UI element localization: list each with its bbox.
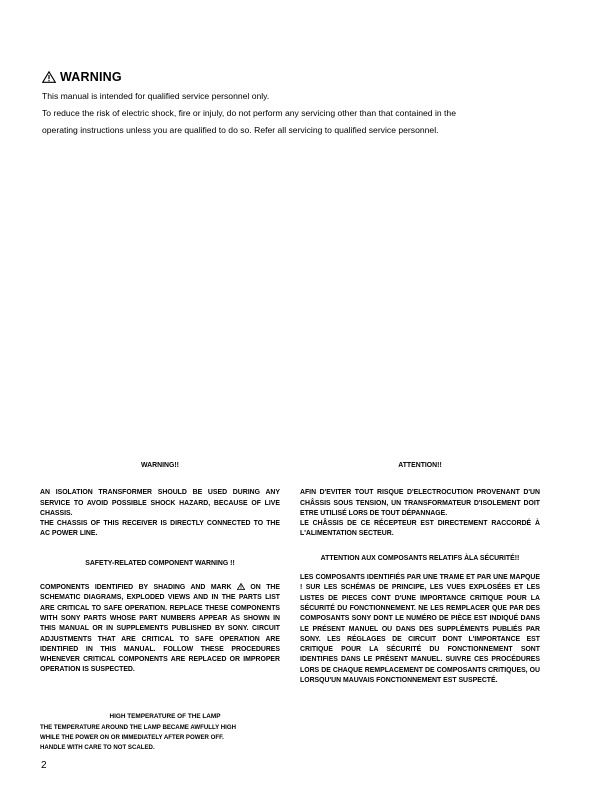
lamp-line-1: THE TEMPERATURE AROUND THE LAMP BECAME AWFULLY HIGH [40, 724, 237, 731]
intro-line-2: To reduce the risk of electric shock, fire or injuly, do not perform any servicing other than that contained in the operating instructions unless you are qualified to do so. Refer all servicing to qualified service personnel. [42, 108, 456, 135]
warning-body-1: AN ISOLATION TRANSFORMER SHOULD BE USED DURING ANY SERVICE TO AVOID POSSIBLE SHOCK HAZARD, BECAUSE OF LIVE CHASSIS. [40, 489, 280, 517]
warning-header [42, 70, 122, 84]
warning-title: WARNING [60, 70, 122, 84]
components-body: LES COMPOSANTS IDENTIFIÉS PAR UNE TRAME ET PAR UNE MAPQUE ! SUR LES SCHÉMAS DE PRINCIPE, LES VUES EXPLOSÉES ET LES LISTES DE PIECES CONT D'UNE IMPORTANCE CRITIQUE POUR LA SÉCURITÉ DU FONCTIONNEMENT. NE LES REMPLACER QUE PAR DES COMPOSANTS SONY DONT LE NUMÉRO DE PIÈCE EST INDIQUÉ DANS LE PRÉSENT MANUEL OU DANS DES SUPPLÉMENTS PUBLIÉS PAR SONY. LES RÉGLAGES DE CIRCUIT DONT L'IMPORTANCE EST CRITIQUE POUR LA SÉCURITÉ DU FONCTIONNEMENT SONT IDENTIFIES DANS LE PRÉSENT MANUEL. SUIVRE CES PROCÉDURES LORS DE CHAQUE REMPLACEMENT DE COMPOSANTS CRITIQUES, OU LORSQU'UN MAUVAIS FONCTIONNEMENT EST SUSPECTÉ. [300, 574, 540, 685]
lamp-heading: HIGH TEMPERATURE OF THE LAMP [109, 713, 221, 720]
french-column [300, 461, 540, 686]
safety-body-pre: COMPONENTS IDENTIFIED BY SHADING AND MARK [40, 584, 232, 592]
lamp-line-2: WHILE THE POWER ON OR IMMEDIATELY AFTER POWER OFF. [40, 734, 224, 741]
safety-heading: SAFETY-RELATED COMPONENT WARNING !! [85, 559, 235, 567]
warning-intro [42, 88, 472, 139]
warning-mark-icon [237, 583, 245, 590]
warning-body-2: THE CHASSIS OF THIS RECEIVER IS DIRECTLY CONNECTED TO THE AC POWER LINE. [40, 520, 280, 538]
safety-body [40, 583, 280, 676]
page-number: 2 [41, 760, 47, 771]
english-column [40, 461, 280, 676]
lamp-notice [40, 712, 290, 753]
warning-heading: WARNING!! [141, 462, 179, 469]
attention-heading: ATTENTION!! [398, 462, 442, 469]
warning-triangle-icon [42, 71, 56, 83]
attention-body-1: AFIN D'EVITER TOUT RISQUE D'ELECTROCUTION PROVENANT D'UN CHÂSSIS SOUS TENSION, UN TRANSFORMATEUR D'ISOLEMENT DOIT ETRE UTILISÉ LORS DE TOUT DÉPANNAGE. [300, 489, 540, 517]
lamp-line-3: HANDLE WITH CARE TO NOT SCALED. [40, 744, 155, 751]
attention-body-2: LE CHÂSSIS DE CE RÉCEPTEUR EST DIRECTEMENT RACCORDÉ À L'ALIMENTATION SECTEUR. [300, 520, 540, 538]
intro-line-1: This manual is intended for qualified service personnel only. [42, 91, 270, 101]
components-heading: ATTENTION AUX COMPOSANTS RELATIFS ÀLA SÉCURITÉ!! [320, 554, 520, 562]
safety-body-post: ON THE SCHEMATIC DIAGRAMS, EXPLODED VIEWS AND IN THE PARTS LIST ARE CRITICAL TO SAFE OPERATION. REPLACE THESE COMPONENTS WITH SONY PARTS WHOSE PART NUMBERS APPEAR AS SHOWN IN THIS MANUAL OR IN SUPPLEMENTS PUBLISHED BY SONY. CIRCUIT ADJUSTMENTS THAT ARE CRITICAL TO SAFE OPERATION ARE IDENTIFIED IN THIS MANUAL. FOLLOW THESE PROCEDURES WHENEVER CRITICAL COMPONENTS ARE REPLACED OR IMPROPER OPERATION IS SUSPECTED. [40, 584, 280, 674]
